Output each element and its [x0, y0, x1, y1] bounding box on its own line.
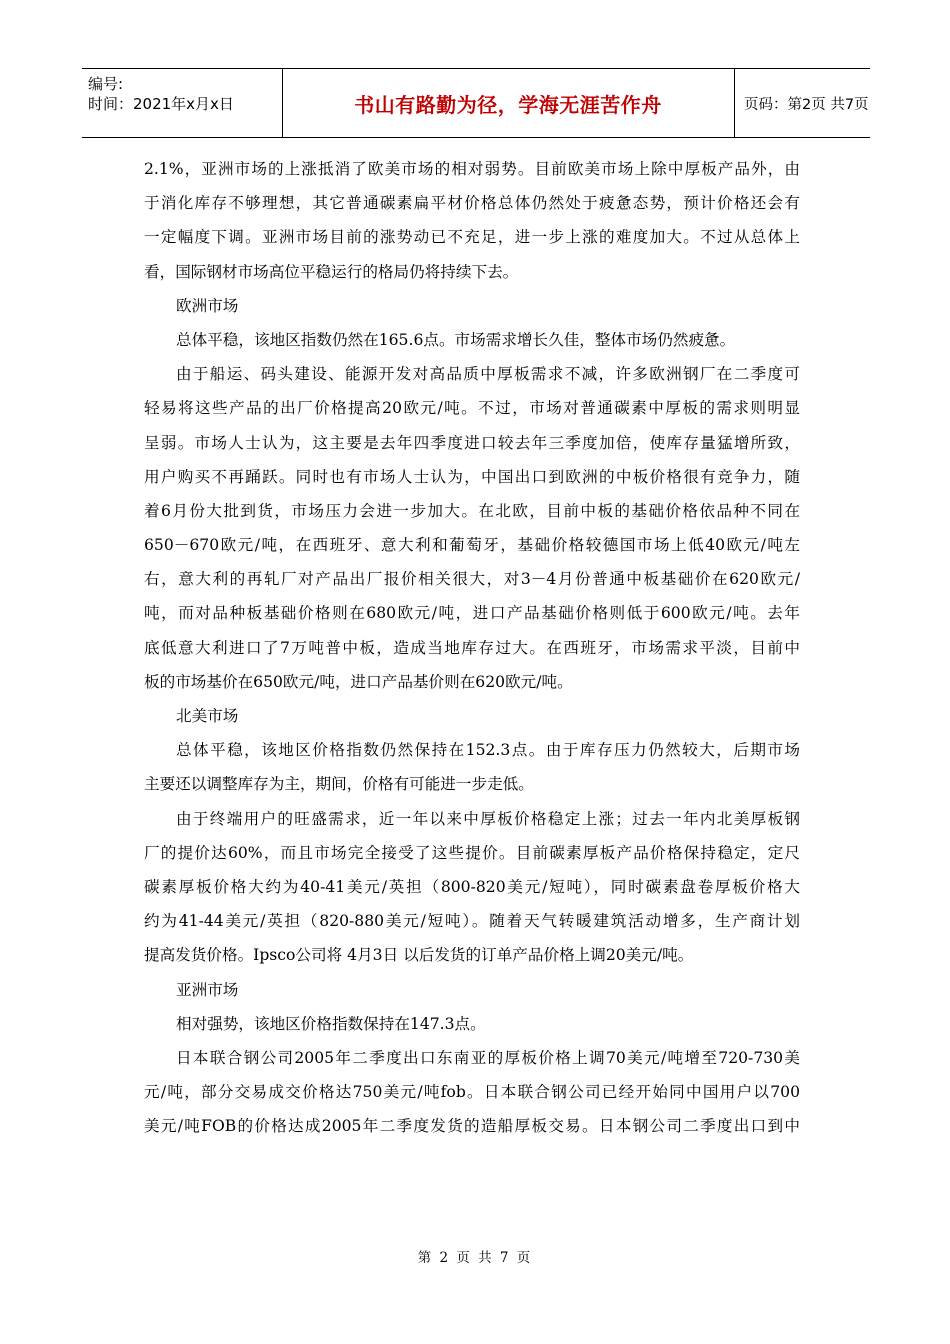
header-motto-cell — [282, 69, 735, 137]
body-line: 总体平稳，该地区价格指数仍然保持在152.3点。由于库存压力仍然较大，后期市场 — [176, 741, 800, 760]
body-line: 美元/吨FOB的价格达成2005年二季度发货的造船厚板交易。日本钢公司二季度出口到中 — [144, 1117, 800, 1136]
section-heading-europe: 欧洲市场 — [176, 296, 239, 315]
body-line: 日本联合钢公司2005年二季度出口东南亚的厚板价格上调70美元/吨增至720-730美 — [176, 1048, 800, 1067]
header-motto: 书山有路勤为径，学海无涯苦作舟 — [354, 92, 662, 117]
body-line: 碳素厚板价格大约为40-41美元/英担（800-820美元/短吨），同时碳素盘卷厚板价格大 — [144, 877, 800, 896]
section-heading-north-america: 北美市场 — [176, 707, 239, 725]
body-line: 看，国际钢材市场高位平稳运行的格局仍将持续下去。 — [144, 262, 519, 281]
document-date-label: 时间：2021年x月x日 — [88, 95, 234, 113]
document-body — [144, 152, 800, 1143]
page-footer-number: 第 2 页 共 7 页 — [417, 1250, 533, 1266]
body-line: 底低意大利进口了7万吨普中板，造成当地库存过大。在西班牙，市场需求平淡，目前中 — [144, 638, 800, 657]
body-line: 提高发货价格。Ipsco公司将 4月3日 以后发货的订单产品价格上调20美元/吨。 — [144, 946, 694, 965]
body-line: 轻易将这些产品的出厂价格提高20欧元/吨。不过，市场对普通碳素中厚板的需求则明显 — [144, 399, 800, 418]
body-line: 650－670欧元/吨，在西班牙、意大利和葡萄牙，基础价格较德国市场上低40欧元/吨左 — [144, 536, 800, 555]
header-meta-cell — [82, 69, 283, 137]
body-line: 吨，而对品种板基础价格则在680欧元/吨，进口产品基础价格则低于600欧元/吨。去年 — [144, 604, 800, 623]
page-header — [82, 68, 870, 138]
body-line: 元/吨，部分交易成交价格达750美元/吨fob。日本联合钢公司已经开始同中国用户以700 — [144, 1083, 800, 1102]
section-heading-asia: 亚洲市场 — [176, 980, 239, 999]
body-line: 板的市场基价在650欧元/吨，进口产品基价则在620欧元/吨。 — [144, 672, 573, 691]
body-line: 相对强势，该地区价格指数保持在147.3点。 — [176, 1014, 486, 1033]
body-line: 主要还以调整库存为主，期间，价格有可能进一步走低。 — [144, 775, 534, 794]
header-page-info: 页码：第2页 共7页 — [744, 96, 869, 113]
body-line: 由于终端用户的旺盛需求，近一年以来中厚板价格稳定上涨；过去一年内北美厚板钢 — [176, 809, 800, 828]
body-line: 一定幅度下调。亚洲市场目前的涨势动已不充足，进一步上涨的难度加大。不过从总体上 — [144, 228, 800, 247]
header-page-cell — [734, 69, 870, 137]
body-line: 用户购买不再踊跃。同时也有市场人士认为，中国出口到欧洲的中板价格很有竞争力，随 — [144, 467, 800, 486]
body-line: 呈弱。市场人士认为，这主要是去年四季度进口较去年三季度加倍，使库存量猛增所致， — [144, 433, 800, 452]
body-line: 2.1%，亚洲市场的上涨抵消了欧美市场的相对弱势。目前欧美市场上除中厚板产品外，由 — [144, 160, 800, 178]
body-line: 着6月份大批到货，市场压力会进一步加大。在北欧，目前中板的基础价格依品种不同在 — [144, 501, 800, 520]
body-line: 约为41-44美元/英担（820-880美元/短吨）。随着天气转暖建筑活动增多，生产商计划 — [144, 912, 800, 931]
body-line: 总体平稳，该地区指数仍然在165.6点。市场需求增长久佳，整体市场仍然疲惫。 — [176, 330, 736, 349]
body-line: 厂的提价达60%，而且市场完全接受了这些提价。目前碳素厚板产品价格保持稳定，定尺 — [144, 843, 800, 862]
body-line: 由于船运、码头建设、能源开发对高品质中厚板需求不减，许多欧洲钢厂在二季度可 — [176, 365, 800, 384]
body-line: 右，意大利的再轧厂对产品出厂报价相关很大，对3－4月份普通中板基础价在620欧元/ — [144, 570, 800, 589]
document-code-label: 编号: — [88, 75, 124, 93]
body-line: 于消化库存不够理想，其它普通碳素扁平材价格总体仍然处于疲惫态势，预计价格还会有 — [144, 194, 800, 213]
